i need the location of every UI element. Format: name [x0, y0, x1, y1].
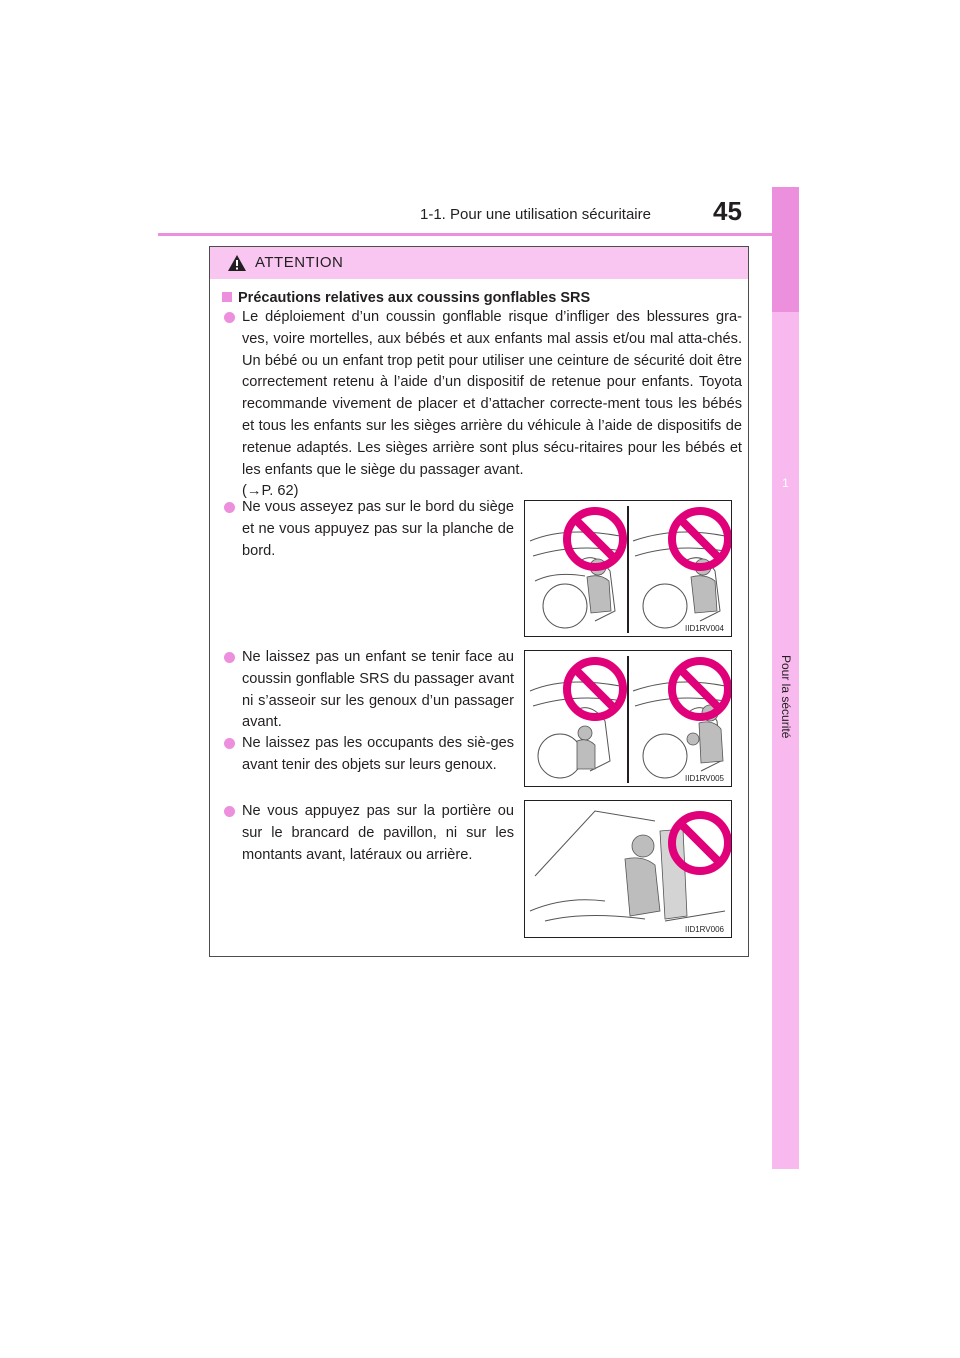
bullet-icon	[224, 806, 235, 817]
warning-box	[209, 246, 749, 957]
illustration-code: IID1RV004	[685, 624, 724, 633]
page-reference: (→P. 62)	[242, 483, 299, 500]
page-number: 45	[713, 196, 742, 226]
header-rule	[158, 233, 799, 236]
bullet-icon	[224, 312, 235, 323]
warning-item: Le déploiement d’un coussin gonflable risque d’infliger des blessures gra-ves, voire mortelles, aux bébés et aux enfants mal assis et/ou mal atta-chés. Un bébé ou un enfant trop petit pour utiliser une ceinture de sécurité doit être correctement retenu à l’aide d’un dispositif de retenue pour enfants. Toyota recommande vivement de placer et d’attacher correcte-ment tous les bébés et tous les enfants sur les sièges arrière du véhicule à l’aide de dispositifs de retenue adaptés. Les sièges arrière sont plus sécu-ritaires pour les bébés et les enfants que le siège du passager avant. (→P. 62)	[242, 307, 742, 503]
warning-item: Ne vous appuyez pas sur la portière ou sur le brancard de pavillon, ni sur les montants avant, latéraux ou arrière.	[242, 801, 514, 866]
warning-header	[210, 247, 748, 279]
warning-item: Ne laissez pas les occupants des siè-ges avant tenir des objets sur leurs genoux.	[242, 733, 514, 777]
prohibited-icon	[567, 661, 623, 717]
illustration-leaning-door	[524, 800, 732, 938]
bullet-icon	[224, 738, 235, 749]
warning-label: ATTENTION	[255, 254, 344, 271]
warning-item: Ne vous asseyez pas sur le bord du siège et ne vous appuyez pas sur la planche de bord.	[242, 497, 514, 562]
illustration-child-passenger	[524, 650, 732, 787]
square-bullet-icon	[222, 292, 232, 302]
bullet-icon	[224, 652, 235, 663]
chapter-side-tab	[772, 187, 799, 1169]
prohibited-icon	[672, 661, 728, 717]
chapter-label: Pour la sécurité	[779, 655, 793, 739]
chapter-tab-active	[772, 187, 799, 312]
section-title: 1-1. Pour une utilisation sécuritaire	[420, 206, 651, 223]
chapter-number: 1	[782, 476, 789, 490]
warning-triangle-icon	[227, 254, 247, 272]
bullet-icon	[224, 502, 235, 513]
illustration-code: IID1RV005	[685, 774, 724, 783]
warning-item: Ne laissez pas un enfant se tenir face au coussin gonflable SRS du passager avant ni s’asseoir sur les genoux d’un passager avant.	[242, 647, 514, 734]
illustration-code: IID1RV006	[685, 925, 724, 934]
warning-section-title: Précautions relatives aux coussins gonflables SRS	[222, 290, 590, 306]
illustration-seat-edge	[524, 500, 732, 637]
